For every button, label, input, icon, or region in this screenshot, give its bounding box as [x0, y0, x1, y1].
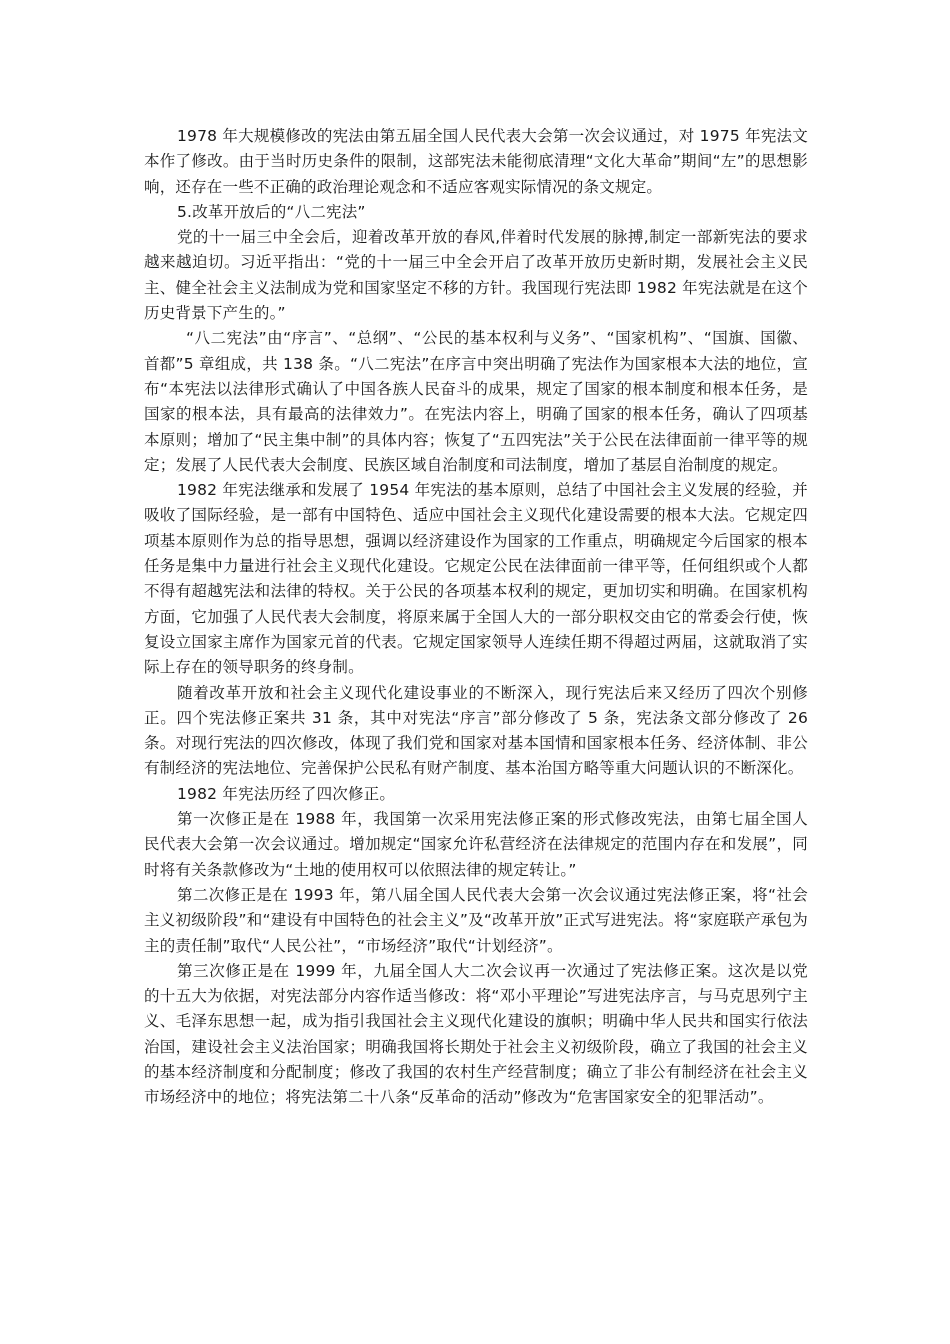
document-body — [144, 124, 808, 1111]
paragraph-four-amendments-overview: 随着改革开放和社会主义现代化建设事业的不断深入，现行宪法后来又经历了四次个别修正。四个宪法修正案共 31 条，其中对宪法“序言”部分修改了 5 条，宪法条文部分修改了 26 条。对现行宪法的四次修改，体现了我们党和国家对基本国情和国家根本任务、经济体制、非公有制经济的宪法地位、完善保护公民私有财产制度、基本治国方略等重大问题认识的不断深化。 — [144, 683, 808, 778]
section-heading-82-constitution: 5.改革开放后的“八二宪法” — [177, 202, 366, 221]
paragraph-82-constitution-structure: “八二宪法”由“序言”、“总纲”、“公民的基本权利与义务”、“国家机构”、“国旗、国徽、首都”5 章组成，共 138 条。“八二宪法”在序言中突出明确了宪法作为国家根本大法的地位，宣布“本宪法以法律形式确认了中国各族人民奋斗的成果，规定了国家的根本制度和根本任务，是国家的根本法，具有最高的法律效力”。在宪法内容上，明确了国家的根本任务，确认了四项基本原则；增加了“民主集中制”的具体内容；恢复了“五四宪法”关于公民在法律面前一律平等的规定；发展了人民代表大会制度、民族区域自治制度和司法制度，增加了基层自治制度的规定。 — [144, 329, 808, 474]
paragraph-1978-constitution: 1978 年大规模修改的宪法由第五届全国人民代表大会第一次会议通过，对 1975 年宪法文本作了修改。由于当时历史条件的限制，这部宪法未能彻底清理“文化大革命”期间“左”的思想影响，还存在一些不正确的政治理论观念和不适应客观实际情况的条文规定。 — [144, 127, 808, 196]
paragraph-third-plenum: 党的十一届三中全会后，迎着改革开放的春风,伴着时代发展的脉搏,制定一部新宪法的要求越来越迫切。习近平指出：“党的十一届三中全会开启了改革开放历史新时期，发展社会主义民主、健全社会主义法制成为党和国家坚定不移的方针。我国现行宪法即 1982 年宪法就是在这个历史背景下产生的。” — [144, 228, 808, 323]
paragraph-82-constitution-principles: 1982 年宪法继承和发展了 1954 年宪法的基本原则，总结了中国社会主义发展的经验，并吸收了国际经验，是一部有中国特色、适应中国社会主义现代化建设需要的根本大法。它规定四项基本原则作为总的指导思想，强调以经济建设作为国家的工作重点，明确规定今后国家的根本任务是集中力量进行社会主义现代化建设。它规定公民在法律面前一律平等，任何组织或个人都不得有超越宪法和法律的特权。关于公民的各项基本权利的规定，更加切实和明确。在国家机构方面，它加强了人民代表大会制度，将原来属于全国人大的一部分职权交由它的常委会行使，恢复设立国家主席作为国家元首的代表。它规定国家领导人连续任期不得超过两届，这就取消了实际上存在的领导职务的终身制。 — [144, 481, 808, 677]
paragraph-four-amendments-intro: 1982 年宪法历经了四次修正。 — [177, 784, 396, 803]
paragraph-first-amendment: 第一次修正是在 1988 年，我国第一次采用宪法修正案的形式修改宪法，由第七届全国人民代表大会第一次会议通过。增加规定“国家允许私营经济在法律规定的范围内存在和发展”，同时将有关条款修改为“土地的使用权可以依照法律的规定转让。” — [144, 810, 808, 879]
paragraph-second-amendment: 第二次修正是在 1993 年，第八届全国人民代表大会第一次会议通过宪法修正案，将“社会主义初级阶段”和“建设有中国特色的社会主义”及“改革开放”正式写进宪法。将“家庭联产承包为主的责任制”取代“人民公社”，“市场经济”取代“计划经济”。 — [144, 885, 808, 955]
paragraph-third-amendment: 第三次修正是在 1999 年，九届全国人大二次会议再一次通过了宪法修正案。这次是以党的十五大为依据，对宪法部分内容作适当修改：将“邓小平理论”写进宪法序言，与马克思列宁主义、毛泽东思想一起，成为指引我国社会主义现代化建设的旗帜；明确中华人民共和国实行依法治国，建设社会主义法治国家；明确我国将长期处于社会主义初级阶段，确立了我国的社会主义的基本经济制度和分配制度；修改了我国的农村生产经营制度；确立了非公有制经济在社会主义市场经济中的地位；将宪法第二十八条“反革命的活动”修改为“危害国家安全的犯罪活动”。 — [144, 961, 808, 1107]
